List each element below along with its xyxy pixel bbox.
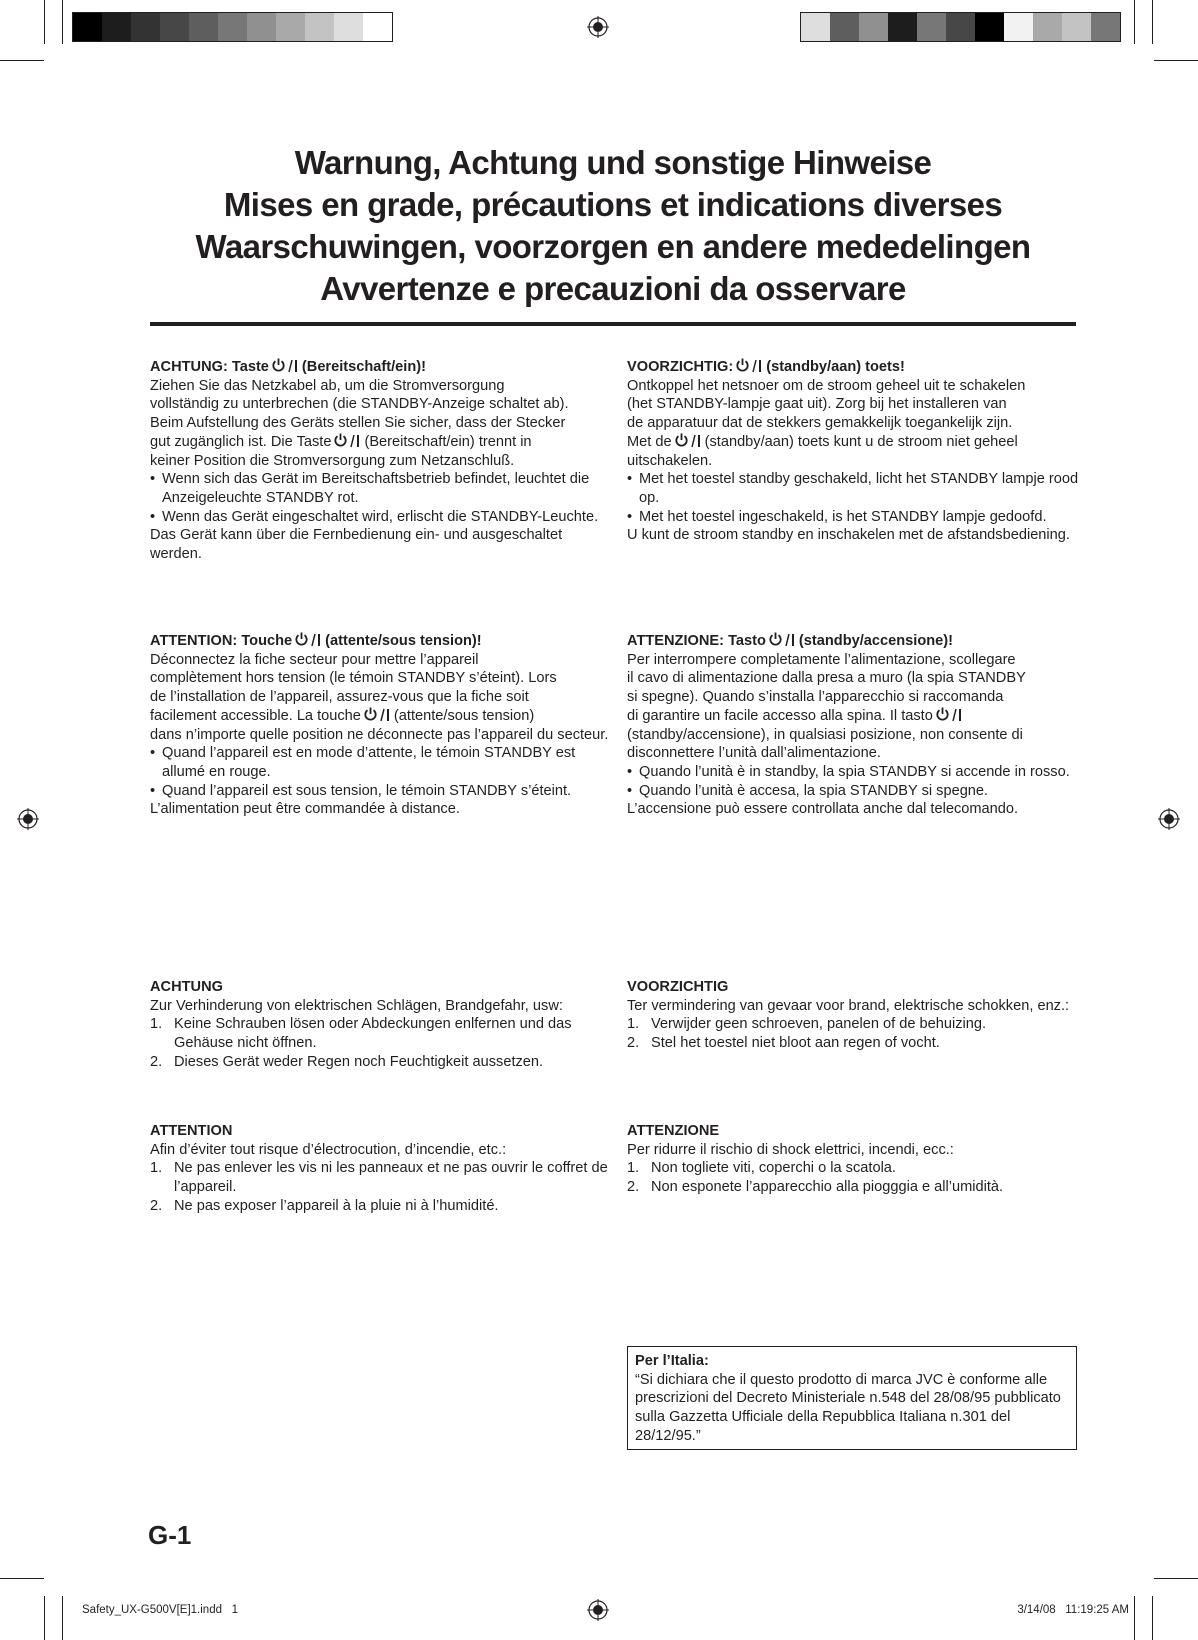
color-swatch <box>189 13 218 41</box>
body-line: Déconnectez la fiche secteur pour mettre l’appareil <box>150 651 479 668</box>
page-number: G-1 <box>148 1520 192 1550</box>
section-heading: ATTENZIONE <box>627 1123 720 1139</box>
body-line: complètement hors tension (le témoin STANDBY s’éteint). Lors <box>150 670 557 687</box>
crop-mark <box>1152 0 1153 44</box>
body-line <box>150 707 610 726</box>
section-nl-standby <box>627 358 1087 545</box>
body-line: Zur Verhinderung von elektrischen Schlägen, Brandgefahr, usw: <box>150 997 563 1014</box>
crop-mark <box>1154 1578 1198 1579</box>
body-line: (het STANDBY-lampje gaat uit). Zorg bij het installeren van <box>627 396 1007 413</box>
crop-mark <box>62 0 63 44</box>
body-line: vollständig zu unterbrechen (die STANDBY-Anzeige schaltet ab). <box>150 396 569 413</box>
body-line: de apparatuur dat de stekkers gemakkelijk toegankelijk zijn. <box>627 415 1013 432</box>
body-line: Afin d’éviter tout risque d’électrocution, d’incendie, etc.: <box>150 1141 507 1158</box>
item-number: 2. <box>150 1197 163 1214</box>
color-swatch <box>334 13 363 41</box>
color-swatch <box>946 13 975 41</box>
crop-mark <box>1134 0 1135 44</box>
section-heading <box>627 632 1087 651</box>
item-text: Ne pas enlever les vis ni les panneaux et ne pas ouvrir le coffret de l’appareil. <box>174 1160 608 1196</box>
item-number: 1. <box>150 1016 163 1033</box>
standby-on-icon <box>294 632 323 647</box>
body-line: U kunt de stroom standby en inschakelen met de afstandsbediening. <box>627 527 1070 544</box>
body-line: uitschakelen. <box>627 452 713 469</box>
heading-text: (standby/accensione)! <box>798 633 953 649</box>
title-line-it: Avvertenze e precauzioni da osservare <box>320 270 906 307</box>
heading-text: ATTENTION: Touche <box>150 633 293 649</box>
numbered-item <box>150 1197 610 1216</box>
body-text: Met de <box>627 433 672 450</box>
section-de-standby <box>150 358 610 564</box>
body-text: (standby/aan) toets kunt u de stroom niet geheel <box>704 433 1018 450</box>
numbered-item <box>627 1034 1087 1053</box>
body-line: Ziehen Sie das Netzkabel ab, um die Stromversorgung <box>150 377 505 394</box>
color-swatch <box>363 13 392 41</box>
body-text: (attente/sous tension) <box>393 707 535 724</box>
title-rule <box>150 322 1076 326</box>
standby-on-icon <box>674 433 703 448</box>
item-number: 2. <box>627 1035 640 1052</box>
crop-mark <box>44 0 45 44</box>
item-text: Verwijder geen schroeven, panelen of de behuizing. <box>651 1016 987 1033</box>
body-line: Per interrompere completamente l’alimentazione, scollegare <box>627 651 1016 668</box>
body-line: keiner Position die Stromversorgung zum Netzanschluß. <box>150 452 515 469</box>
section-it-standby <box>627 632 1087 819</box>
color-swatch <box>276 13 305 41</box>
box-text: “Si dichiara che il questo prodotto di marca JVC è conforme alle prescrizioni del Decreto Ministeriale n.548 del 28/08/95 pubblicato sulla Gazzetta Ufficiale della Repubblica Italiana n.301 del 28/12/95.” <box>635 1371 1061 1444</box>
numbered-item <box>627 1015 1087 1034</box>
item-number: 1. <box>627 1016 640 1033</box>
standby-on-icon <box>768 632 797 647</box>
body-text: di garantire un facile accesso alla spina. Il tasto <box>627 707 933 724</box>
color-swatch <box>305 13 334 41</box>
section-heading: ATTENTION <box>150 1123 233 1139</box>
body-line: Ter vermindering van gevaar voor brand, elektrische schokken, enz.: <box>627 997 1070 1014</box>
registration-mark-icon <box>17 808 39 830</box>
section-de-caution <box>150 978 610 1072</box>
numbered-item <box>150 1053 610 1072</box>
title-line-nl: Waarschuwingen, voorzorgen en andere mededelingen <box>195 228 1031 265</box>
registration-mark-icon <box>587 1599 609 1621</box>
body-line: Das Gerät kann über die Fernbedienung ein- und ausgeschaltet werden. <box>150 527 563 563</box>
item-number: 1. <box>150 1160 163 1177</box>
color-swatch <box>917 13 946 41</box>
registration-mark-icon <box>587 16 609 38</box>
section-heading <box>627 358 1087 377</box>
crop-mark <box>1134 1596 1135 1640</box>
color-swatch <box>859 13 888 41</box>
numbered-item <box>627 1178 1087 1197</box>
color-swatch <box>131 13 160 41</box>
item-text: Ne pas exposer l’appareil à la pluie ni à l’humidité. <box>174 1197 499 1214</box>
color-swatch <box>1004 13 1033 41</box>
body-text: (Bereitschaft/ein) trennt in <box>364 433 532 450</box>
section-fr-caution <box>150 1122 610 1216</box>
body-line: Ontkoppel het netsnoer om de stroom geheel uit te schakelen <box>627 377 1026 394</box>
body-line: Beim Aufstellung des Geräts stellen Sie sicher, dass der Stecker <box>150 415 566 432</box>
item-text: Stel het toestel niet bloot aan regen of vocht. <box>651 1035 940 1052</box>
bullet-item: • Quando l’unità è in standby, la spia STANDBY si accende in rosso. <box>627 763 1087 782</box>
color-swatch <box>801 13 830 41</box>
body-line <box>627 433 1087 452</box>
registration-mark-icon <box>1158 808 1180 830</box>
body-line: (standby/accensione), in qualsiasi posizione, non consente di disconnettere l’unità dall’alimentazione. <box>627 726 1023 762</box>
bullet-item: • Quando l’unità è accesa, la spia STANDBY si spegne. <box>627 782 1087 801</box>
standby-on-icon <box>363 707 392 722</box>
body-line <box>627 707 1087 726</box>
italy-conformity-box <box>627 1346 1077 1450</box>
bullet-item: • Met het toestel standby geschakeld, licht het STANDBY lampje rood op. <box>627 470 1087 507</box>
standby-on-icon <box>935 707 964 722</box>
color-swatch <box>888 13 917 41</box>
bullet-item: • Wenn das Gerät eingeschaltet wird, erlischt die STANDBY-Leuchte. <box>150 508 610 527</box>
section-heading: VOORZICHTIG <box>627 979 729 995</box>
item-text: Keine Schrauben lösen oder Abdeckungen enlfernen und das Gehäuse nicht öffnen. <box>174 1016 572 1052</box>
color-swatch <box>1091 13 1120 41</box>
body-line: de l’installation de l’appareil, assurez-vous que la fiche soit <box>150 689 529 706</box>
slug-filename: Safety_UX-G500V[E]1.indd 1 <box>82 1604 238 1616</box>
heading-text: VOORZICHTIG: <box>627 359 734 375</box>
item-number: 2. <box>150 1053 163 1070</box>
body-line: il cavo di alimentazione dalla presa a muro (la spia STANDBY <box>627 670 1026 687</box>
body-line: L’alimentation peut être commandée à distance. <box>150 801 460 818</box>
crop-mark <box>0 1578 44 1579</box>
heading-text: ATTENZIONE: Tasto <box>627 633 766 649</box>
section-heading <box>150 632 610 651</box>
color-bar-left <box>72 12 393 42</box>
crop-mark <box>0 60 44 61</box>
body-text: facilement accessible. La touche <box>150 707 361 724</box>
color-swatch <box>975 13 1004 41</box>
bullet-item: • Quand l’appareil est en mode d’attente, le témoin STANDBY est allumé en rouge. <box>150 744 610 781</box>
item-text: Non esponete l’apparecchio alla piogggia e all’umidità. <box>651 1179 1004 1196</box>
color-swatch <box>102 13 131 41</box>
crop-mark <box>62 1596 63 1640</box>
color-swatch <box>247 13 276 41</box>
color-swatch <box>160 13 189 41</box>
crop-mark <box>1154 60 1198 61</box>
color-swatch <box>218 13 247 41</box>
standby-on-icon <box>735 358 764 373</box>
body-line: dans n’importe quelle position ne déconnecte pas l’appareil du secteur. <box>150 726 609 743</box>
title-line-fr: Mises en grade, précautions et indications diverses <box>223 186 1003 223</box>
item-number: 1. <box>627 1160 640 1177</box>
page-title <box>150 142 1076 310</box>
numbered-item <box>150 1015 610 1052</box>
color-swatch <box>1033 13 1062 41</box>
body-line: Per ridurre il rischio di shock elettrici, incendi, ecc.: <box>627 1141 954 1158</box>
item-number: 2. <box>627 1179 640 1196</box>
color-swatch <box>830 13 859 41</box>
bullet-item: • Wenn sich das Gerät im Bereitschaftsbetrieb befindet, leuchtet die Anzeigeleuchte STANDBY rot. <box>150 470 610 507</box>
heading-text: (Bereitschaft/ein)! <box>301 359 426 375</box>
section-fr-standby <box>150 632 610 819</box>
body-line <box>150 433 610 452</box>
crop-mark <box>44 1596 45 1640</box>
color-bar-right <box>800 12 1121 42</box>
color-swatch <box>73 13 102 41</box>
section-heading <box>150 358 610 377</box>
numbered-item <box>627 1159 1087 1178</box>
heading-text: (attente/sous tension)! <box>325 633 482 649</box>
section-nl-caution <box>627 978 1087 1053</box>
section-heading: ACHTUNG <box>150 979 223 995</box>
body-line: L’accensione può essere controllata anche dal telecomando. <box>627 801 1019 818</box>
standby-on-icon <box>333 433 362 448</box>
bullet-item: • Met het toestel ingeschakeld, is het STANDBY lampje gedoofd. <box>627 508 1087 527</box>
title-line-de: Warnung, Achtung und sonstige Hinweise <box>294 144 932 181</box>
numbered-item <box>150 1159 610 1196</box>
section-it-caution <box>627 1122 1087 1197</box>
body-text: gut zugänglich ist. Die Taste <box>150 433 332 450</box>
box-heading: Per l’Italia: <box>635 1353 709 1369</box>
crop-mark <box>1152 1596 1153 1640</box>
slug-datetime: 3/14/08 11:19:25 AM <box>1017 1604 1129 1616</box>
body-line: si spegne). Quando s’installa l’apparecchio si raccomanda <box>627 689 1004 706</box>
color-swatch <box>1062 13 1091 41</box>
item-text: Non togliete viti, coperchi o la scatola. <box>651 1160 896 1177</box>
bullet-item: • Quand l’appareil est sous tension, le témoin STANDBY s’éteint. <box>150 782 610 801</box>
heading-text: ACHTUNG: Taste <box>150 359 269 375</box>
heading-text: (standby/aan) toets! <box>766 359 905 375</box>
item-text: Dieses Gerät weder Regen noch Feuchtigkeit aussetzen. <box>174 1053 544 1070</box>
standby-on-icon <box>271 358 300 373</box>
